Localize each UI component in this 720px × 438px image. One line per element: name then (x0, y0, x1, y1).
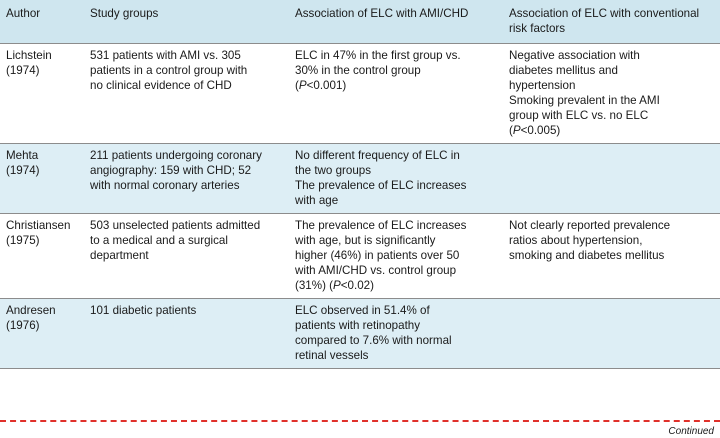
table-row (0, 144, 720, 214)
cell-line: 101 diabetic patients (90, 304, 197, 317)
cell-line: with normal coronary arteries (90, 179, 240, 192)
header-study-groups: Study groups (84, 0, 289, 44)
cell-line: (P<0.005) (509, 124, 561, 137)
cell-line: Andresen (6, 304, 56, 317)
cell-line: retinal vessels (295, 349, 369, 362)
study-groups-cell (84, 44, 289, 144)
cell-line: No different frequency of ELC in (295, 149, 460, 162)
header-association-risk-factors-text: Association of ELC with conventional risk factors (509, 7, 700, 35)
p-symbol: P (512, 124, 521, 137)
association-risk-factors-cell (503, 144, 720, 214)
cell-line: to a medical and a surgical (90, 234, 228, 247)
author-cell (0, 44, 84, 144)
study-groups-cell (84, 214, 289, 299)
continued-label: Continued (668, 426, 714, 437)
association-ami-chd-cell (289, 44, 503, 144)
cell-line: Christiansen (6, 219, 71, 232)
cell-line: (1975) (6, 234, 40, 247)
association-risk-factors-cell (503, 214, 720, 299)
cell-line: (1976) (6, 319, 40, 332)
cell-line: hypertension (509, 79, 576, 92)
p-symbol: P (333, 279, 341, 292)
cell-line: 30% in the control group (295, 64, 421, 77)
cell-line: 503 unselected patients admitted (90, 219, 261, 232)
author-cell (0, 144, 84, 214)
cell-line: 211 patients undergoing coronary (90, 149, 262, 162)
cell-line: department (90, 249, 149, 262)
header-association-risk-factors (503, 0, 720, 44)
cell-line: group with ELC vs. no ELC (509, 109, 649, 122)
cell-line: Not clearly reported prevalence (509, 219, 671, 232)
cell-line: with age, but is significantly (295, 234, 436, 247)
table-row (0, 44, 720, 144)
cell-line: ratios about hypertension, (509, 234, 643, 247)
cell-line: the two groups (295, 164, 372, 177)
cell-line: ELC observed in 51.4% of (295, 304, 430, 317)
cell-line: Negative association with (509, 49, 640, 62)
cell-line: angiography: 159 with CHD; 52 (90, 164, 252, 177)
table-header-row (0, 0, 720, 44)
cell-line: ELC in 47% in the first group vs. (295, 49, 461, 62)
cell-line: The prevalence of ELC increases (295, 219, 467, 232)
study-groups-cell (84, 144, 289, 214)
cell-line: with age (295, 194, 339, 207)
association-ami-chd-cell (289, 144, 503, 214)
association-risk-factors-cell (503, 44, 720, 144)
cell-line: compared to 7.6% with normal (295, 334, 452, 347)
table-row (0, 299, 720, 369)
association-ami-chd-cell (289, 299, 503, 369)
cell-line: no clinical evidence of CHD (90, 79, 232, 92)
association-ami-chd-cell (289, 214, 503, 299)
cell-line: (P<0.001) (295, 79, 347, 92)
header-association-ami-chd-text: Association of ELC with AMI/CHD (295, 7, 469, 20)
cell-line: patients with retinopathy (295, 319, 421, 332)
cell-line: higher (46%) in patients over 50 (295, 249, 460, 262)
table-row (0, 214, 720, 299)
cell-line: The prevalence of ELC increases (295, 179, 467, 192)
study-groups-cell (84, 299, 289, 369)
cell-line: diabetes mellitus and (509, 64, 618, 77)
cell-line: (1974) (6, 64, 40, 77)
cell-line: Lichstein (6, 49, 52, 62)
cell-line: smoking and diabetes mellitus (509, 249, 665, 262)
cell-line: patients in a control group with (90, 64, 248, 77)
association-risk-factors-cell (503, 299, 720, 369)
cell-line: 531 patients with AMI vs. 305 (90, 49, 241, 62)
cell-line: Smoking prevalent in the AMI (509, 94, 660, 107)
cell-line: (1974) (6, 164, 40, 177)
p-symbol: P (298, 79, 307, 92)
author-cell (0, 299, 84, 369)
cell-line: with AMI/CHD vs. control group (295, 264, 457, 277)
cell-line: (31%) (P<0.02) (295, 279, 374, 292)
continued-divider (0, 420, 720, 422)
header-author: Author (0, 0, 84, 44)
author-cell (0, 214, 84, 299)
header-association-ami-chd (289, 0, 503, 44)
cell-line: Mehta (6, 149, 39, 162)
